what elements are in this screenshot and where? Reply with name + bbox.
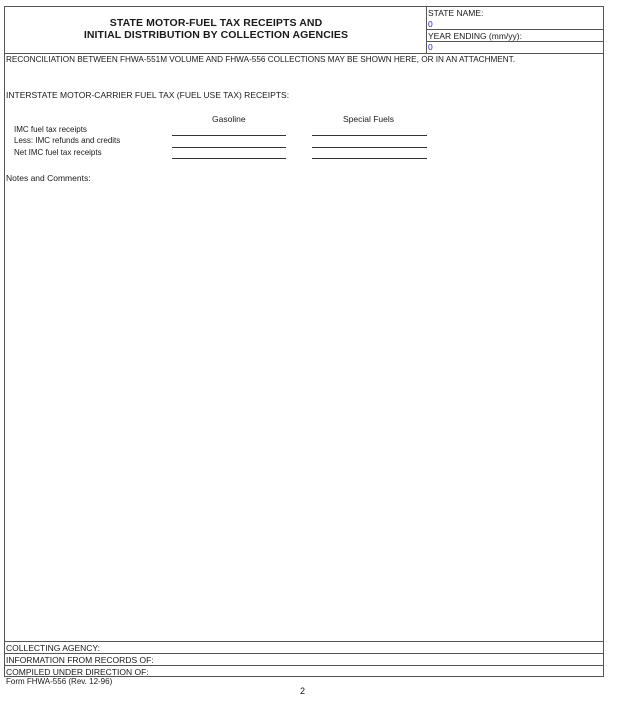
form-id: Form FHWA-556 (Rev. 12-96): [6, 677, 113, 686]
imc-row-net: Net IMC fuel tax receipts: [14, 148, 102, 157]
col-special-fuels-header: Special Fuels: [343, 114, 395, 124]
gasoline-receipts-field[interactable]: [172, 135, 286, 136]
year-ending-label: YEAR ENDING (mm/yy):: [428, 31, 522, 41]
col-gasoline-header: Gasoline: [212, 114, 246, 124]
state-name-label: STATE NAME:: [428, 8, 484, 18]
gasoline-refunds-field[interactable]: [172, 147, 286, 148]
form-title: [5, 17, 427, 41]
page-number: 2: [300, 686, 306, 696]
state-name-value[interactable]: 0: [428, 19, 433, 29]
title-line-2: INITIAL DISTRIBUTION BY COLLECTION AGENCIES: [83, 29, 349, 41]
special-net-field[interactable]: [312, 158, 427, 159]
title-line-1: STATE MOTOR-FUEL TAX RECEIPTS AND: [109, 17, 323, 29]
collecting-agency-label: COLLECTING AGENCY:: [6, 643, 100, 653]
special-receipts-field[interactable]: [312, 135, 427, 136]
imc-row-refunds: Less: IMC refunds and credits: [14, 136, 121, 145]
special-refunds-field[interactable]: [312, 147, 427, 148]
notes-label: Notes and Comments:: [6, 173, 91, 183]
imc-heading: INTERSTATE MOTOR-CARRIER FUEL TAX (FUEL USE TAX) RECEIPTS:: [6, 90, 290, 100]
header-rule-1: [426, 29, 604, 30]
footer-rule-3: [4, 665, 604, 666]
header-rule-2: [426, 41, 604, 42]
footer-rule-1: [4, 641, 604, 642]
gasoline-net-field[interactable]: [172, 158, 286, 159]
notes-area[interactable]: [6, 186, 602, 638]
footer-rule-2: [4, 653, 604, 654]
imc-row-receipts: IMC fuel tax receipts: [14, 125, 87, 134]
year-ending-value[interactable]: 0: [428, 42, 433, 52]
compiled-under-label: COMPILED UNDER DIRECTION OF:: [6, 667, 149, 677]
header-bottom-rule: [4, 53, 604, 54]
reconciliation-text: RECONCILIATION BETWEEN FHWA-551M VOLUME AND FHWA-556 COLLECTIONS MAY BE SHOWN HERE, OR IN AN ATTACHMENT.: [6, 55, 516, 64]
information-from-label: INFORMATION FROM RECORDS OF:: [6, 655, 154, 665]
